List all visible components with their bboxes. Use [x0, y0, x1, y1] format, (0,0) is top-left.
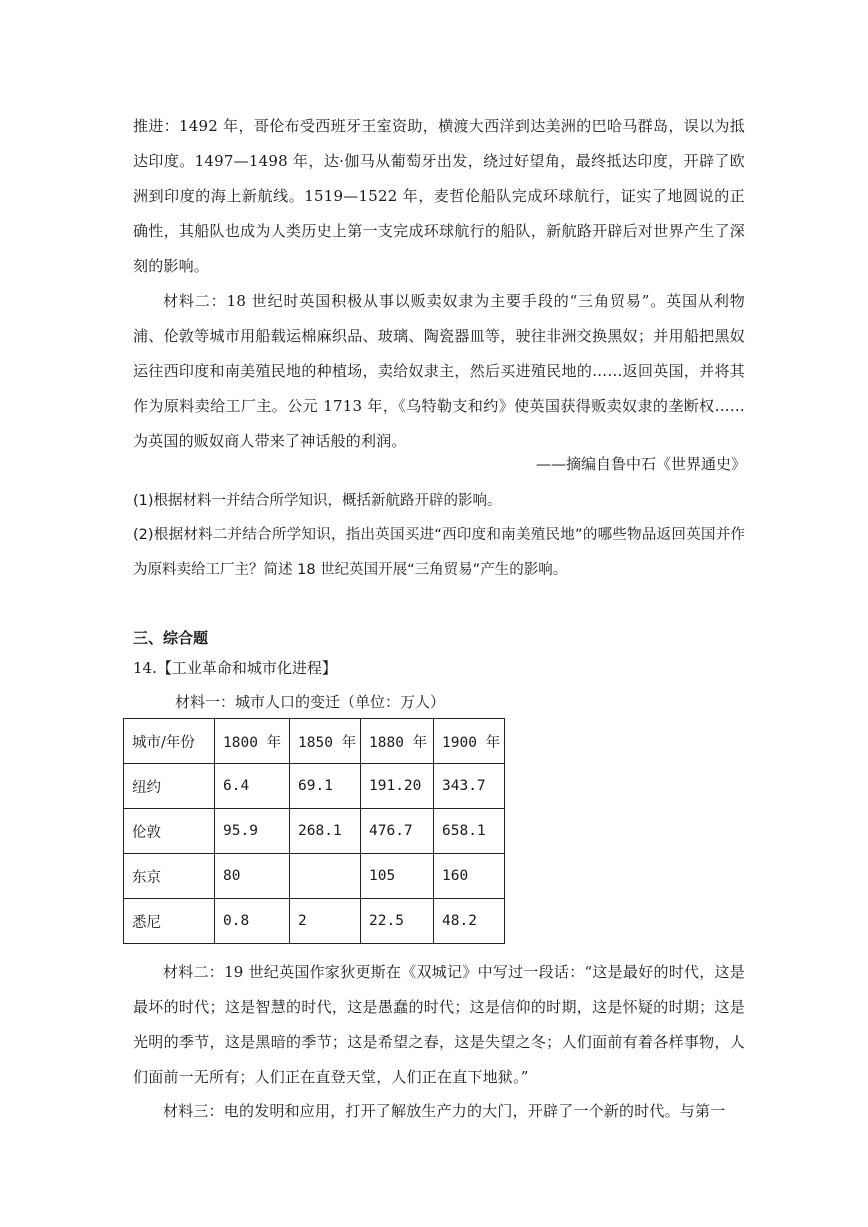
- material2-paragraph: 材料二：18 世纪时英国积极从事以贩卖奴隶为主要手段的“三角贸易”。英国从利物浦、伦敦等城市用船载运棉麻织品、玻璃、陶瓷器皿等，驶往非洲交换黑奴；并用船把黑奴运往西印度和南美殖民地的种植场，卖给奴隶主，然后买进殖民地的……返回英国，并将其作为原料卖给工厂主。公元 1713 年，《乌特勒支和约》使英国获得贩卖奴隶的垄断权……为英国的贩奴商人带来了神话般的利润。: [133, 292, 745, 450]
- table-cell: 0.8: [215, 899, 290, 944]
- table-row: [124, 764, 505, 809]
- table-cell: 658.1: [434, 809, 505, 854]
- table-cell: 22.5: [361, 899, 434, 944]
- header-cell: 城市/年份: [124, 719, 215, 764]
- table-row: [124, 854, 505, 899]
- material1-paragraph: 推进：1492 年，哥伦布受西班牙王室资助，横渡大西洋到达美洲的巴哈马群岛，误以为抵达印度。1497—1498 年，达·伽马从葡萄牙出发，绕过好望角，最终抵达印度，开辟了欧洲到印度的海上新航线。1519—1522 年，麦哲伦船队完成环球航行，证实了地圆说的正确性，其船队也成为人类历史上第一支完成环球航行的船队，新航路开辟后对世界产生了深刻的影响。: [133, 117, 745, 275]
- table-cell: 160: [434, 854, 505, 899]
- table-row: [124, 899, 505, 944]
- table-cell: 悉尼: [124, 899, 215, 944]
- table-cell: 191.20: [361, 764, 434, 809]
- question-2: (2)根据材料二并结合所学知识，指出英国买进“西印度和南美殖民地”的哪些物品返回英国并作为原料卖给工厂主？简述 18 世纪英国开展“三角贸易”产生的影响。: [133, 527, 745, 578]
- question-14-title: 14.【工业革命和城市化进程】: [133, 659, 337, 677]
- header-cell: 1850 年: [290, 719, 361, 764]
- table-caption: 材料一：城市人口的变迁（单位：万人）: [175, 693, 446, 711]
- header-cell: 1800 年: [215, 719, 290, 764]
- table-cell: 伦敦: [124, 809, 215, 854]
- section-heading: 三、综合题: [133, 629, 209, 647]
- table-cell: 6.4: [215, 764, 290, 809]
- table-cell: 343.7: [434, 764, 505, 809]
- table-cell: 纽约: [124, 764, 215, 809]
- material3-q14-paragraph: 材料三：电的发明和应用，打开了解放生产力的大门，开辟了一个新的时代。与第一: [163, 1102, 726, 1120]
- material2-q14-paragraph: 材料二：19 世纪英国作家狄更斯在《双城记》中写过一段话：“这是最好的时代，这是最坏的时代；这是智慧的时代，这是愚蠢的时代；这是信仰的时期，这是怀疑的时期；这是光明的季节，这是黑暗的季节；这是希望之春，这是失望之冬；人们面前有着各样事物，人们面前一无所有；人们正在直登天堂，人们正在直下地狱。”: [133, 963, 745, 1086]
- table-cell: [290, 854, 361, 899]
- table-cell: 80: [215, 854, 290, 899]
- source-attribution: ——摘编自鲁中石《世界通史》: [535, 455, 746, 473]
- population-table: [123, 718, 505, 944]
- header-cell: 1900 年: [434, 719, 505, 764]
- table-cell: 268.1: [290, 809, 361, 854]
- header-cell: 1880 年: [361, 719, 434, 764]
- table-cell: 105: [361, 854, 434, 899]
- table-cell: 476.7: [361, 809, 434, 854]
- table-cell: 东京: [124, 854, 215, 899]
- table-cell: 48.2: [434, 899, 505, 944]
- question-1: (1)根据材料一并结合所学知识，概括新航路开辟的影响。: [133, 493, 502, 509]
- table-cell: 69.1: [290, 764, 361, 809]
- table-row: [124, 809, 505, 854]
- table-cell: 2: [290, 899, 361, 944]
- table-cell: 95.9: [215, 809, 290, 854]
- table-header-row: [124, 719, 505, 764]
